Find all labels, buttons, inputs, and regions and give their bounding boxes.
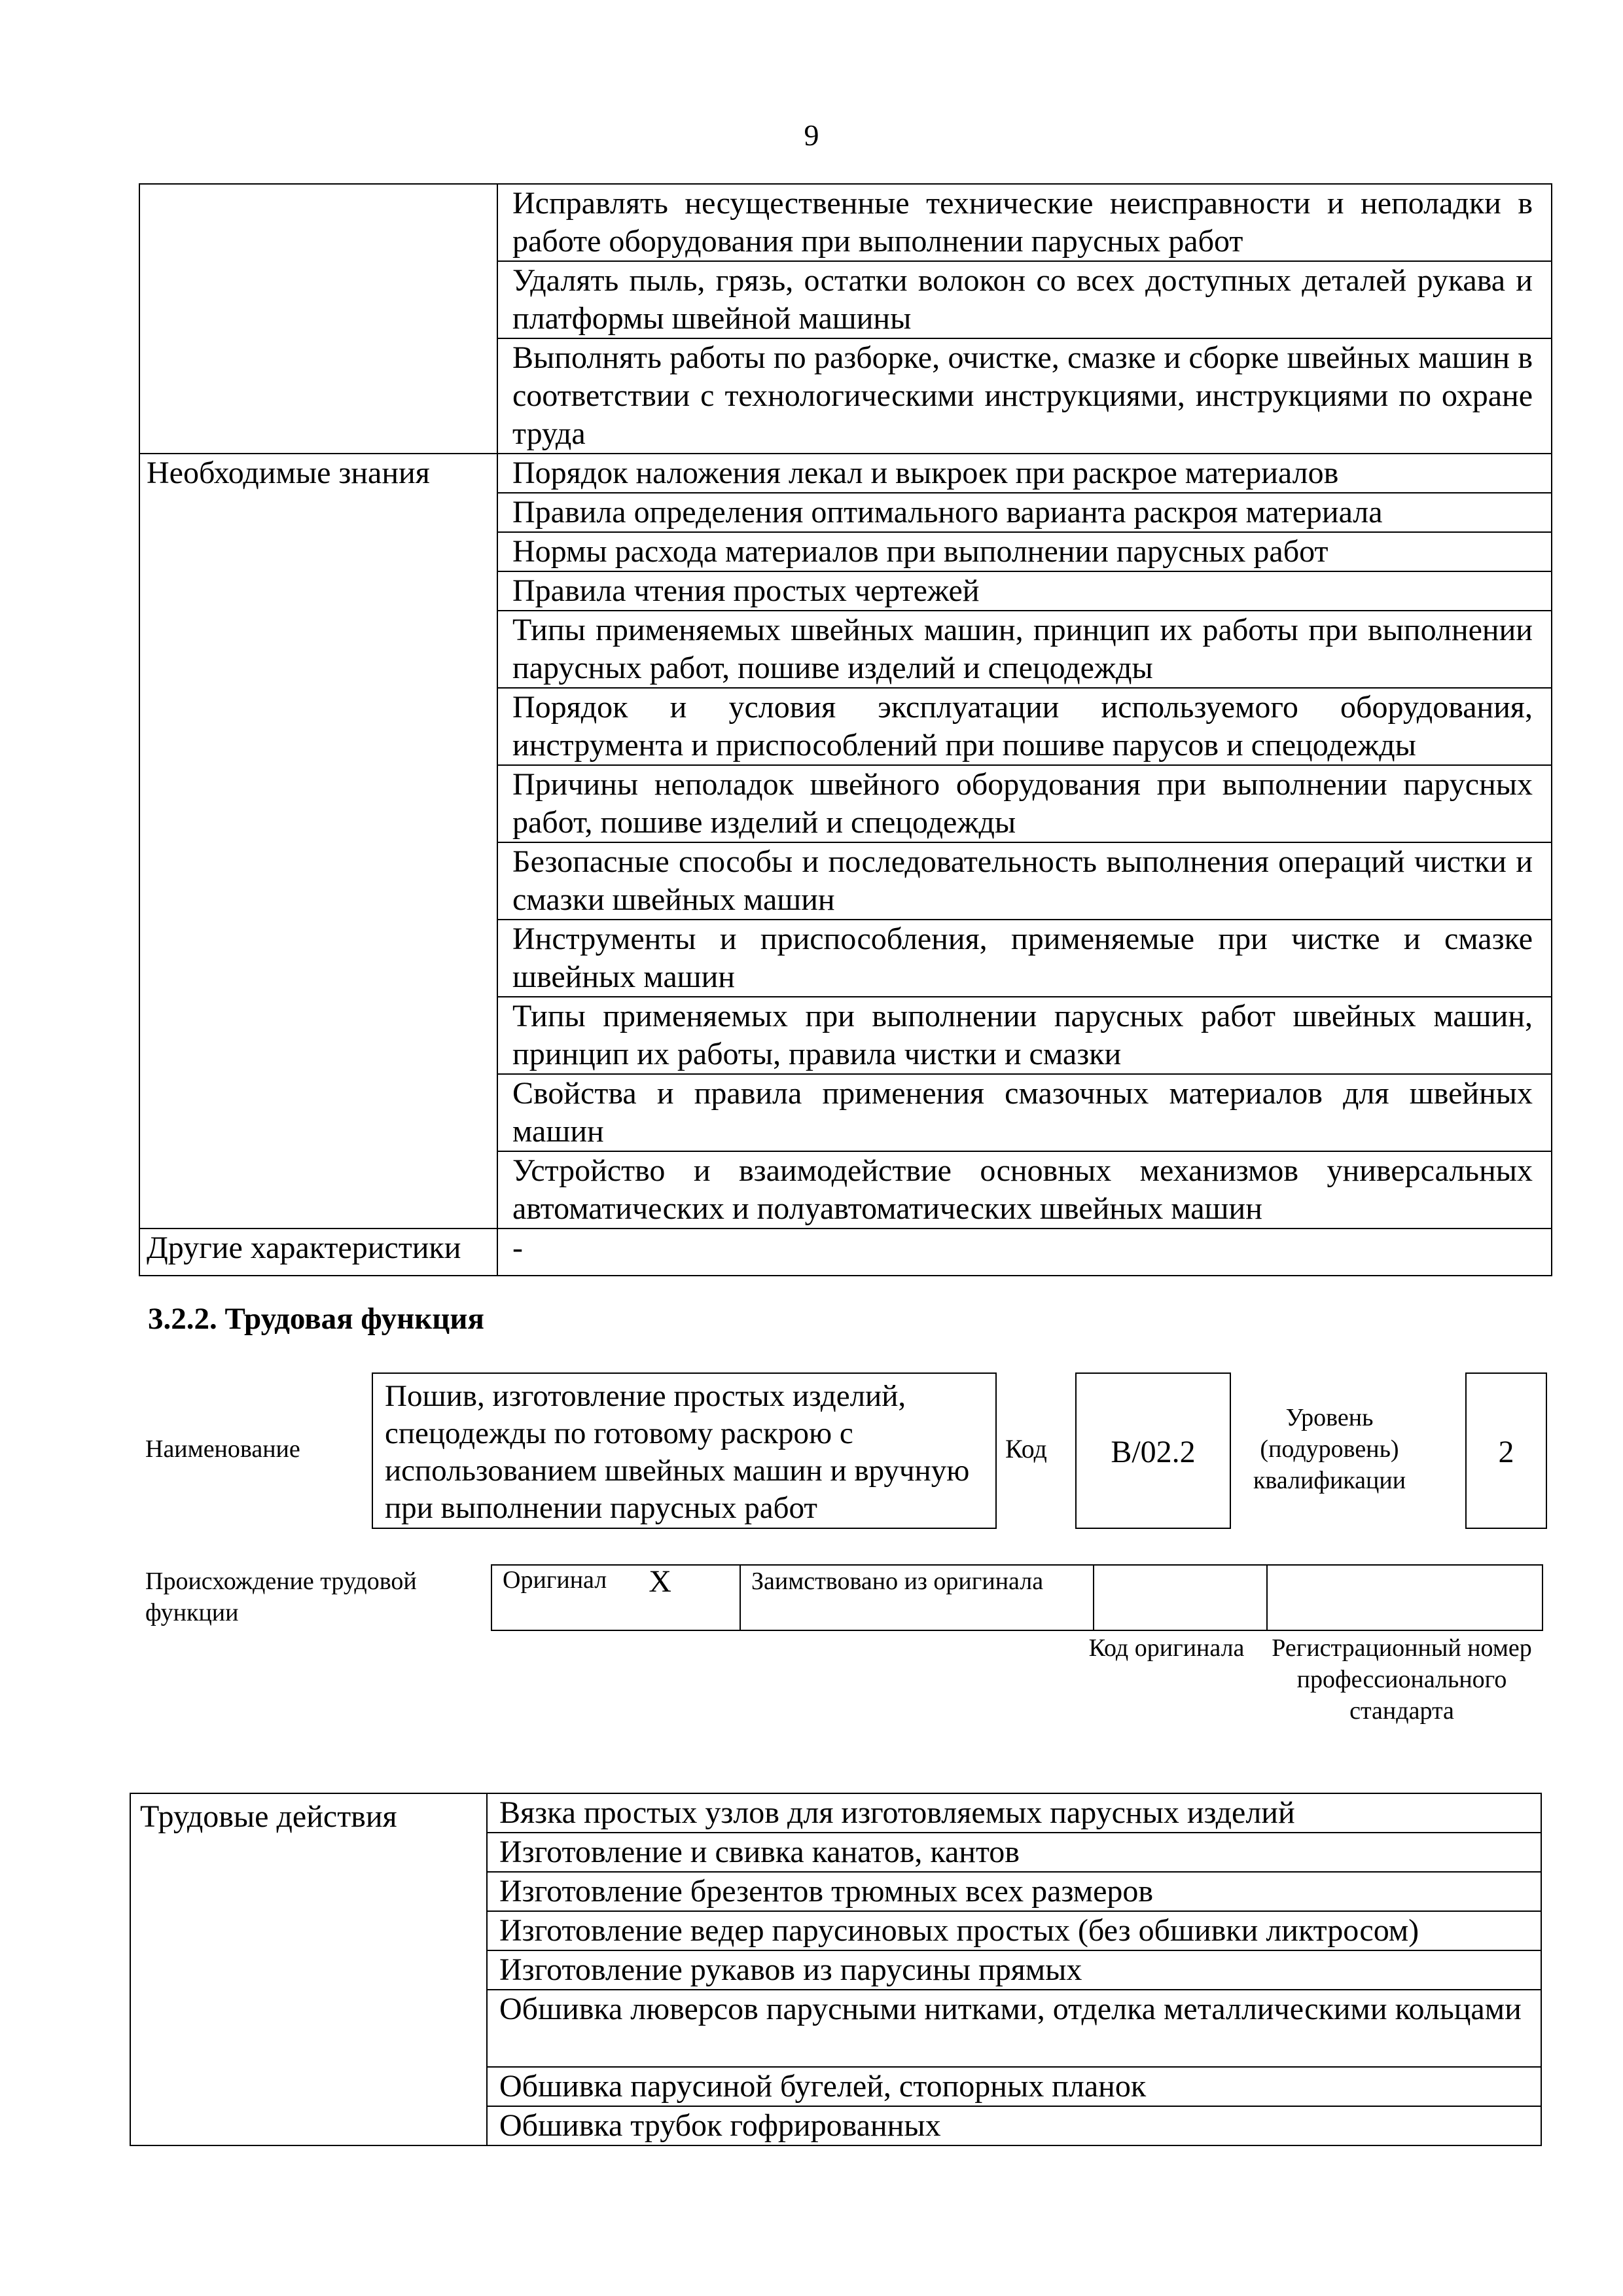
knowledge-row: Причины неполадок швейного оборудования при выполнении парусных работ, пошиве изделий и спецодежды <box>497 765 1552 842</box>
skill-row: Удалять пыль, грязь, остатки волокон со всех доступных деталей рукава и платформы швейной машины <box>497 261 1552 338</box>
action-row: Обшивка трубок гофрированных <box>487 2106 1541 2145</box>
action-row: Изготовление брезентов трюмных всех размеров <box>487 1872 1541 1911</box>
page-number: 9 <box>804 118 819 152</box>
registration-number-caption: Регистрационный номер профессионального стандарта <box>1272 1634 1532 1725</box>
borrowed-label: Заимствовано из оригинала <box>740 1565 1094 1630</box>
action-row: Изготовление и свивка канатов, кантов <box>487 1833 1541 1872</box>
knowledge-row: Порядок и условия эксплуатации используемого оборудования, инструмента и приспособлений при пошиве парусов и спецодежды <box>497 688 1552 765</box>
knowledge-row: Правила чтения простых чертежей <box>497 571 1552 611</box>
action-row: Обшивка парусиной бугелей, стопорных планок <box>487 2067 1541 2106</box>
function-name-box: Пошив, изготовление простых изделий, спецодежды по готовому раскрою с использованием швейных машин и вручную при выполнении парусных работ <box>372 1372 997 1529</box>
skill-row: Исправлять несущественные технические неисправности и неполадки в работе оборудования при выполнении парусных работ <box>497 184 1552 261</box>
origin-table <box>491 1564 1543 1631</box>
original-cell <box>491 1565 740 1630</box>
registration-number-cell <box>1267 1565 1543 1630</box>
level-label-line: квалификации <box>1253 1467 1406 1494</box>
level-label-line: (подуровень) <box>1260 1435 1399 1463</box>
qualification-level-box: 2 <box>1465 1372 1547 1529</box>
knowledge-row: Устройство и взаимодействие основных механизмов универсальных автоматических и полуавтоматических швейных машин <box>497 1151 1552 1229</box>
knowledge-label: Необходимые знания <box>139 454 497 1229</box>
code-label: Код <box>1005 1434 1047 1463</box>
original-label: Оригинал <box>503 1566 607 1594</box>
action-row: Обшивка люверсов парусными нитками, отделка металлическими кольцами <box>487 1990 1541 2067</box>
empty-label-cell <box>139 184 497 454</box>
other-characteristics-value: - <box>497 1229 1552 1276</box>
knowledge-row: Свойства и правила применения смазочных материалов для швейных машин <box>497 1074 1552 1151</box>
knowledge-row: Типы применяемых при выполнении парусных работ швейных машин, принцип их работы, правила чистки и смазки <box>497 997 1552 1074</box>
section-heading: 3.2.2. Трудовая функция <box>148 1302 484 1336</box>
code-value-box: B/02.2 <box>1075 1372 1231 1529</box>
action-row: Изготовление рукавов из парусины прямых <box>487 1950 1541 1990</box>
skills-knowledge-table <box>139 183 1552 1276</box>
action-row: Вязка простых узлов для изготовляемых парусных изделий <box>487 1793 1541 1833</box>
labor-actions-label: Трудовые действия <box>130 1793 487 2145</box>
labor-actions-table <box>130 1793 1542 2146</box>
original-mark: X <box>649 1564 671 1600</box>
skill-row: Выполнять работы по разборке, очистке, смазке и сборке швейных машин в соответствии с технологическими инструкциями, инструкциями по охране труда <box>497 338 1552 454</box>
knowledge-row: Инструменты и приспособления, применяемые при чистке и смазке швейных машин <box>497 920 1552 997</box>
qualification-level-label <box>1232 1402 1427 1496</box>
knowledge-row: Порядок наложения лекал и выкроек при раскрое материалов <box>497 454 1552 493</box>
knowledge-row: Правила определения оптимального варианта раскроя материала <box>497 493 1552 532</box>
original-code-cell <box>1094 1565 1267 1630</box>
level-label-line: Уровень <box>1285 1404 1374 1431</box>
knowledge-row: Безопасные способы и последовательность выполнения операций чистки и смазки швейных машин <box>497 842 1552 920</box>
origin-label: Происхождение трудовой функции <box>145 1568 417 1626</box>
original-code-caption: Код оригинала <box>1088 1634 1245 1662</box>
other-characteristics-label: Другие характеристики <box>139 1229 497 1276</box>
knowledge-row: Нормы расхода материалов при выполнении парусных работ <box>497 532 1552 571</box>
action-row: Изготовление ведер парусиновых простых (без обшивки ликтросом) <box>487 1911 1541 1950</box>
name-label: Наименование <box>145 1435 300 1463</box>
knowledge-row: Типы применяемых швейных машин, принцип их работы при выполнении парусных работ, пошиве изделий и спецодежды <box>497 611 1552 688</box>
